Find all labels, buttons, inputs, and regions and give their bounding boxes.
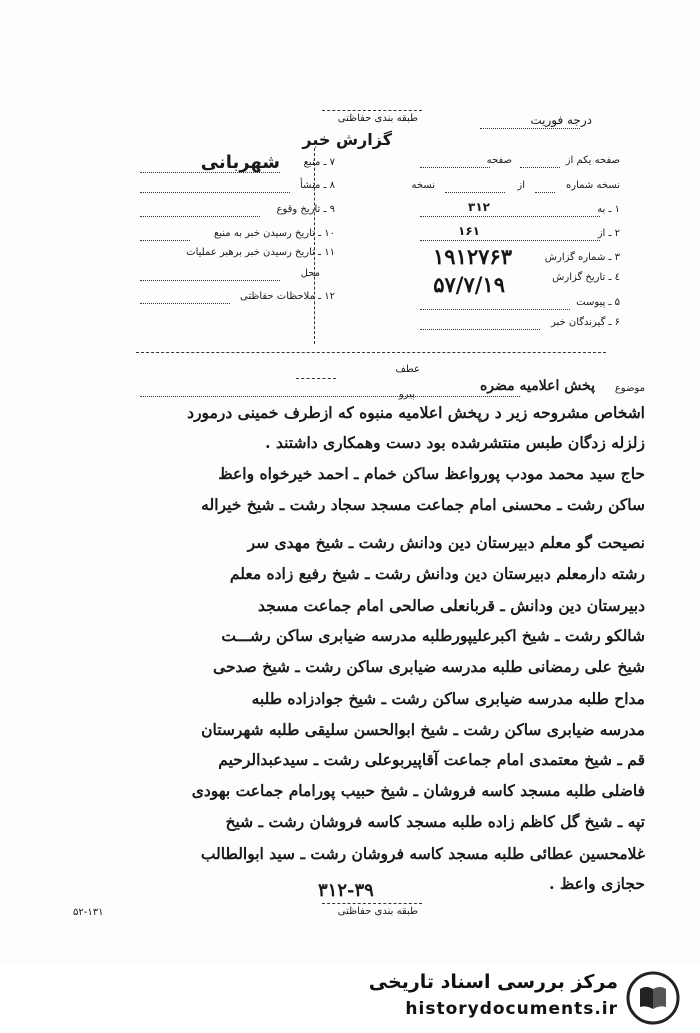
field-12-dots <box>140 303 230 304</box>
field-1-value: ۳۱۲ <box>468 200 490 214</box>
subject-dots <box>140 396 520 397</box>
field-2-value: ۱۶۱ <box>458 224 480 238</box>
body-line: زلزله زدگان طبس منتشرشده بود دست وهمکاری داشتند . <box>265 433 645 452</box>
body-line: رشته دارمعلم دبیرستان دین ودانش رشت ـ شیخ رفیع زاده معلم <box>229 564 645 583</box>
field-12-label: ۱۲ ـ ملاحظات حفاظتی <box>240 291 335 302</box>
page-of-label: صفحه یکم از <box>565 155 620 166</box>
body-line: مدرسه ضیابری ساکن رشت ـ شیخ ابوالحسن سلیقی طلبه شهرستان <box>201 720 645 739</box>
body-line: ساکن رشت ـ محسنی امام جماعت مسجد سجاد رشت ـ شیخ خیراله <box>201 495 645 514</box>
copy-dots-2 <box>445 192 505 193</box>
body-line: نصیحت گو معلم دبیرستان دین ودانش رشت ـ شیخ مهدی سر <box>247 533 645 552</box>
body-line: دبیرستان دین ودانش ـ قربانعلی صالحی امام جماعت مسجد <box>257 596 645 615</box>
urgency-label: درجه فوریت <box>530 113 592 127</box>
subject-label: موضوع <box>614 383 645 394</box>
footer-title: مرکز بررسی اسناد تاریخی <box>368 971 618 993</box>
footer-url: historydocuments.ir <box>405 999 618 1019</box>
column-divider <box>314 148 315 344</box>
field-11-place: محل <box>300 268 320 279</box>
body-line: غلامحسین عطائی طلبه مسجد کاسه فروشان رشت ـ سید ابوالطالب <box>200 844 645 863</box>
form-code: ۵۲-۱۳۱ <box>73 907 104 918</box>
classification-bottom-rule <box>322 903 422 904</box>
field-10-dots <box>140 240 190 241</box>
field-5-dots <box>420 309 570 310</box>
classification-bottom: طبقه بندی حفاظتی <box>337 906 418 917</box>
field-4-value: ۵۷/۷/۱۹ <box>433 272 505 297</box>
copy-word: نسخه <box>411 180 435 191</box>
field-6-label: ۶ ـ گیرندگان خبر <box>550 317 620 328</box>
page-dots <box>520 167 560 168</box>
body-line: شیخ علی رمضانی طلبه مدرسه ضیابری ساکن رشت ـ شیخ صدحی <box>213 657 645 676</box>
field-7-label: ۷ ـ منبع <box>303 157 335 168</box>
field-7-dots <box>140 172 280 173</box>
field-8-dots <box>140 192 290 193</box>
body-line: اشخاص مشروحه زیر د رپخش اعلامیه منبوه که ازطرف خمینی درمورد <box>187 403 645 422</box>
urgency-dots <box>480 128 580 129</box>
body-line: قم ـ شیخ معتمدی امام جماعت آقاپیربوعلی رشت ـ سیدعبدالرحیم <box>218 750 645 769</box>
field-4-label: ٤ ـ تاریخ گزارش <box>552 272 620 283</box>
classification-top-rule <box>322 110 422 111</box>
body-line: شالکو رشت ـ شیخ اکبرعلیپورطلبه مدرسه ضیابری ساکن رشـــت <box>221 626 645 645</box>
body-line: حجازی واعظ . <box>549 874 645 893</box>
header-separator <box>136 352 606 353</box>
field-1-dots <box>420 216 600 217</box>
page-dots-2 <box>420 167 490 168</box>
body-line: فاضلی طلبه مسجد کاسه فروشان ـ شیخ حبیب پورامام جماعت بهودی <box>191 781 645 800</box>
field-5-label: ۵ ـ پیوست <box>576 297 620 308</box>
form-title: گزارش خبر <box>302 130 392 149</box>
page-word: صفحه <box>486 155 512 166</box>
peyro-label: پیرو <box>398 389 415 400</box>
copy-number-label: نسخه شماره <box>566 180 620 191</box>
field-2-label: ۲ ـ از <box>597 228 620 239</box>
field-9-dots <box>140 216 260 217</box>
field-8-label: ۸ ـ منشأ <box>299 180 335 191</box>
subject-value: پخش اعلامیه مضره <box>479 378 595 394</box>
classification-top: طبقه بندی حفاظتی <box>337 113 418 124</box>
stamp-number: ۳۱۲-۳۹ <box>318 880 374 901</box>
copy-of-label: از <box>517 180 525 191</box>
field-11-label: ۱۱ ـ تاریخ رسیدن خبر برهبر عملیات <box>186 247 335 258</box>
field-9-label: ۹ ـ تاریخ وقوع <box>276 204 335 215</box>
field-2-dots <box>420 240 600 241</box>
field-3-value: ۱۹۱۲۷۶۳ <box>433 244 512 269</box>
atf-label: عطف <box>395 364 420 375</box>
field-6-dots <box>420 329 540 330</box>
body-line: تپه ـ شیخ گل کاظم زاده طلبه مسجد کاسه فروشان رشت ـ شیخ <box>225 812 645 831</box>
field-3-label: ۳ ـ شماره گزارش <box>544 252 620 263</box>
copy-dots <box>535 192 555 193</box>
footer-banner <box>0 965 700 1033</box>
field-7-value: شهربانی <box>200 152 280 173</box>
atf-rule <box>296 378 336 379</box>
book-logo-icon <box>626 971 680 1025</box>
field-10-label: ۱۰ ـ تاریخ رسیدن خبر به منبع <box>213 228 335 239</box>
body-line: مداح طلبه مدرسه ضیابری ساکن رشت ـ شیخ جوادزاده طلبه <box>251 689 645 708</box>
field-11-dots <box>140 280 280 281</box>
field-1-label: ۱ ـ به <box>597 204 620 215</box>
body-line: حاج سید محمد مودب پورواعظ ساکن خمام ـ احمد خیرخواه واعظ <box>218 464 645 483</box>
